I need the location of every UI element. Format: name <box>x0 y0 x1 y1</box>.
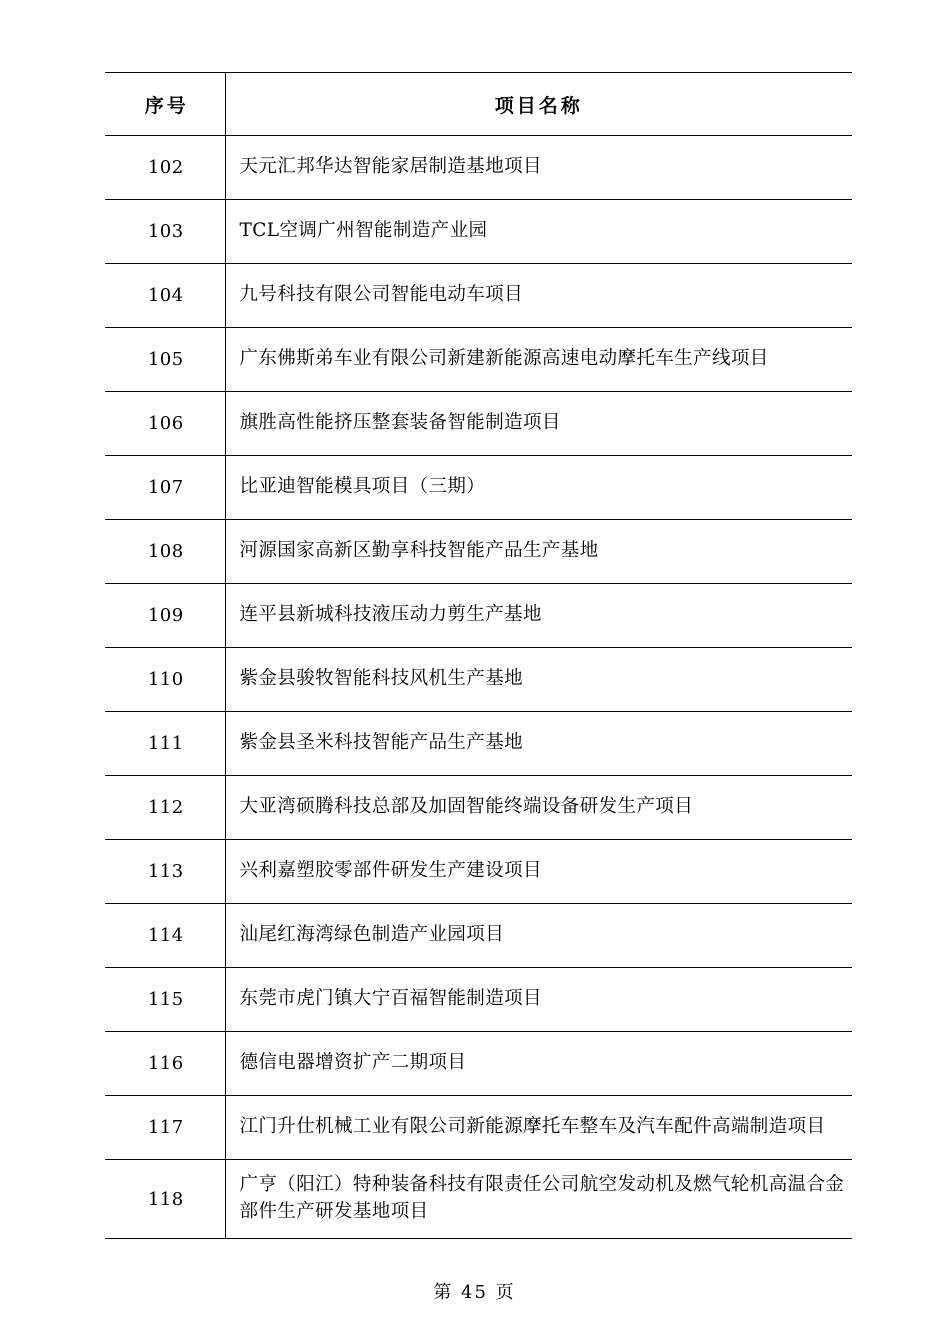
table-header-row <box>105 73 852 136</box>
row-seq-value: 114 <box>147 925 184 946</box>
table-row <box>105 328 852 392</box>
row-name-cell <box>225 648 852 712</box>
table-row <box>105 904 852 968</box>
row-seq-value: 112 <box>147 797 184 818</box>
row-name-value: 大亚湾硕腾科技总部及加固智能终端设备研发生产项目 <box>239 796 694 818</box>
row-seq-cell <box>105 648 225 712</box>
row-seq-cell <box>105 584 225 648</box>
column-header-seq <box>105 73 225 136</box>
row-seq-cell <box>105 328 225 392</box>
table-body <box>105 136 852 1239</box>
row-name-cell <box>225 840 852 904</box>
row-seq-value: 108 <box>147 541 184 562</box>
table-row <box>105 840 852 904</box>
row-seq-cell <box>105 392 225 456</box>
row-seq-cell <box>105 1096 225 1160</box>
row-name-cell <box>225 1096 852 1160</box>
row-seq-cell <box>105 968 225 1032</box>
table-row <box>105 1032 852 1096</box>
row-name-cell <box>225 328 852 392</box>
row-name-cell <box>225 968 852 1032</box>
row-seq-cell <box>105 904 225 968</box>
row-name-value: 汕尾红海湾绿色制造产业园项目 <box>239 924 505 946</box>
row-seq-cell <box>105 200 225 264</box>
table-row <box>105 456 852 520</box>
row-name-value: 江门升仕机械工业有限公司新能源摩托车整车及汽车配件高端制造项目 <box>239 1116 826 1138</box>
row-seq-value: 115 <box>147 989 184 1010</box>
row-name-value: 兴利嘉塑胶零部件研发生产建设项目 <box>239 860 542 882</box>
row-seq-value: 118 <box>147 1188 184 1210</box>
row-name-value: 德信电器增资扩产二期项目 <box>239 1052 467 1074</box>
row-seq-value: 111 <box>147 733 184 754</box>
row-seq-value: 102 <box>147 157 184 178</box>
row-seq-cell <box>105 456 225 520</box>
page-footer <box>0 1278 949 1304</box>
row-seq-cell <box>105 1032 225 1096</box>
row-seq-value: 116 <box>147 1053 184 1074</box>
project-list-table <box>105 72 852 1239</box>
row-name-value: 河源国家高新区勤享科技智能产品生产基地 <box>239 540 599 562</box>
row-seq-value: 117 <box>147 1117 184 1138</box>
column-header-seq-label: 序号 <box>144 94 189 117</box>
table-row <box>105 776 852 840</box>
table-row <box>105 648 852 712</box>
row-name-value: 广亨（阳江）特种装备科技有限责任公司航空发动机及燃气轮机高温合金部件生产研发基地项目 <box>239 1174 845 1222</box>
row-seq-cell <box>105 520 225 584</box>
row-name-cell <box>225 776 852 840</box>
row-name-cell <box>225 584 852 648</box>
table-row <box>105 264 852 328</box>
row-name-value: 紫金县圣米科技智能产品生产基地 <box>239 732 524 754</box>
row-name-value: 广东佛斯弟车业有限公司新建新能源高速电动摩托车生产线项目 <box>239 348 769 370</box>
row-name-cell <box>225 264 852 328</box>
table-row <box>105 136 852 200</box>
row-seq-value: 105 <box>147 349 184 370</box>
row-name-value: 连平县新城科技液压动力剪生产基地 <box>239 604 542 626</box>
column-header-name <box>225 73 852 136</box>
project-list-table-container <box>105 72 852 1239</box>
table-row <box>105 712 852 776</box>
row-seq-value: 104 <box>147 285 184 306</box>
row-seq-cell <box>105 712 225 776</box>
row-seq-value: 110 <box>147 669 184 690</box>
table-row <box>105 392 852 456</box>
row-seq-value: 109 <box>147 605 184 626</box>
table-row <box>105 1160 852 1239</box>
row-seq-value: 107 <box>147 477 184 498</box>
page-number-label: 第 45 页 <box>433 1282 516 1303</box>
table-row <box>105 968 852 1032</box>
row-name-cell <box>225 712 852 776</box>
row-name-value: 旗胜高性能挤压整套装备智能制造项目 <box>239 412 561 434</box>
column-header-name-label: 项目名称 <box>494 94 583 117</box>
row-name-cell <box>225 904 852 968</box>
row-seq-cell <box>105 136 225 200</box>
row-name-cell <box>225 392 852 456</box>
row-name-cell <box>225 1032 852 1096</box>
row-name-cell <box>225 456 852 520</box>
table-row <box>105 520 852 584</box>
row-name-cell <box>225 136 852 200</box>
row-seq-value: 103 <box>147 221 184 242</box>
row-seq-cell <box>105 840 225 904</box>
row-name-cell <box>225 1160 852 1239</box>
row-seq-value: 106 <box>147 413 184 434</box>
row-name-value: 东莞市虎门镇大宁百福智能制造项目 <box>239 988 542 1010</box>
row-seq-cell <box>105 776 225 840</box>
row-seq-cell <box>105 1160 225 1239</box>
row-seq-value: 113 <box>147 861 184 882</box>
row-name-value: 九号科技有限公司智能电动车项目 <box>239 284 524 306</box>
row-name-cell <box>225 520 852 584</box>
row-name-value: 比亚迪智能模具项目（三期） <box>239 476 486 498</box>
table-row <box>105 1096 852 1160</box>
table-header <box>105 73 852 136</box>
row-name-cell <box>225 200 852 264</box>
row-name-value: TCL空调广州智能制造产业园 <box>239 220 488 242</box>
row-name-value: 紫金县骏牧智能科技风机生产基地 <box>239 668 524 690</box>
table-row <box>105 584 852 648</box>
row-name-value: 天元汇邦华达智能家居制造基地项目 <box>239 156 542 178</box>
row-seq-cell <box>105 264 225 328</box>
table-row <box>105 200 852 264</box>
